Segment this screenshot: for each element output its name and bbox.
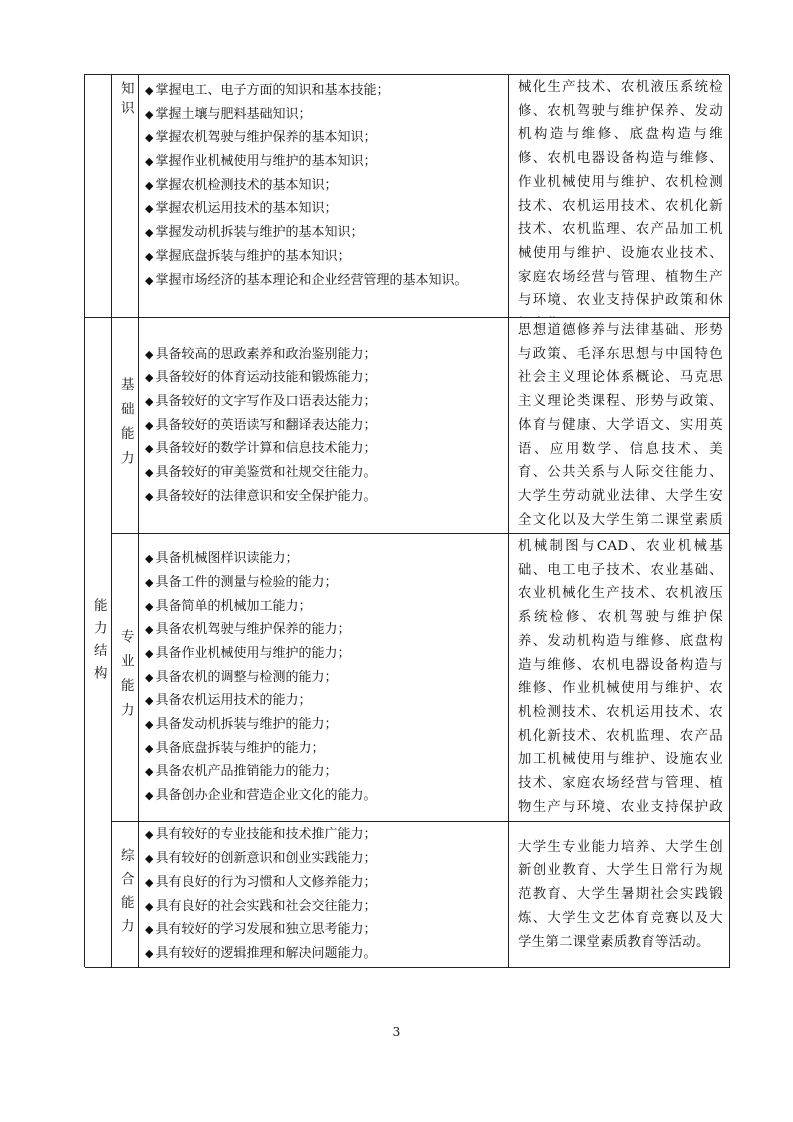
diamond-bullet-icon: ◆ [145, 226, 154, 240]
diamond-bullet-icon: ◆ [145, 178, 154, 192]
row-professional-label-cell [112, 534, 139, 822]
list-item: ◆ 具备较好的法律意识和安全保护能力。 [145, 488, 377, 504]
diamond-bullet-icon: ◆ [145, 875, 154, 889]
list-item: ◆ 具有较好的专业技能和技术推广能力； [145, 827, 377, 843]
row-comprehensive-label-cell [112, 822, 139, 968]
list-item: ◆ 具备农机的调整与检测的能力； [145, 669, 338, 685]
list-item: ◆ 掌握发动机拆装与维护的基本知识； [145, 225, 364, 241]
diamond-bullet-icon: ◆ [145, 552, 154, 566]
row-knowledge-items-cell [139, 75, 509, 318]
professional-courses-text: 机械制图与CAD、农业机械基础、电工电子技术、农业基础、农业机械化生产技术、农机液压系统检修、农机驾驶与维护保养、发动机构造与维修、底盘构造与维修、农机电器设备构造与维修、作业机械使用与维护、农机检测技术、农机运用技术、农机化新技术、农机监理、农产品加工机械使用与维护、设施农业技术、家庭农场经营与管理、植物生产与环境、农业支持保护政 [518, 539, 723, 815]
list-item: ◆ 掌握底盘拆装与维护的基本知识； [145, 248, 351, 264]
list-item: ◆ 具有良好的行为习惯和人文修养能力； [145, 874, 377, 890]
list-item: ◆ 具备农机驾驶与维护保养的能力； [145, 622, 351, 638]
row-comprehensive-items-cell [139, 822, 509, 968]
diamond-bullet-icon: ◆ [145, 852, 154, 866]
diamond-bullet-icon: ◆ [145, 575, 154, 589]
category-cell-continued [85, 75, 112, 318]
category-label: 能力结构 [90, 597, 107, 688]
list-item: ◆ 掌握农机运用技术的基本知识； [145, 201, 338, 217]
diamond-bullet-icon: ◆ [145, 418, 154, 432]
diamond-bullet-icon: ◆ [145, 347, 154, 361]
row-professional-label: 专业能力 [117, 628, 134, 727]
row-basic-items-cell [139, 318, 509, 534]
list-item: ◆ 具备较好的英语读写和翻译表达能力； [145, 417, 377, 433]
list-item: ◆ 具备较好的数学计算和信息技术能力； [145, 441, 377, 457]
diamond-bullet-icon: ◆ [145, 442, 154, 456]
row-professional-items-cell [139, 534, 509, 822]
diamond-bullet-icon: ◆ [145, 646, 154, 660]
diamond-bullet-icon: ◆ [145, 694, 154, 708]
knowledge-courses-text: 械化生产技术、农机液压系统检修、农机驾驶与维护保养、发动机构造与维修、底盘构造与维修、农机电器设备构造与维修、作业机械使用与维护、农机检测技术、农机运用技术、农机化新技术、农机监理、农产品加工机械使用与维护、设施农业技术、家庭农场经营与管理、植物生产与环境、农业支持保护政策和休 [518, 80, 723, 309]
basic-courses-text: 思想道德修养与法律基础、形势与政策、毛泽东思想与中国特色社会主义理论体系概论、马克思主义理论类课程、形势与政策、体育与健康、大学语文、实用英语、应用数学、信息技术、美育、公共关系与人际交往能力、大学生劳动就业法律、大学生安全文化以及大学生第二课堂素质 [518, 323, 723, 528]
diamond-bullet-icon: ◆ [145, 107, 154, 121]
list-item: ◆ 具有良好的社会实践和社会交往能力； [145, 898, 377, 914]
list-item: ◆ 具有较好的学习发展和独立思考能力； [145, 922, 377, 938]
diamond-bullet-icon: ◆ [145, 923, 154, 937]
row-comprehensive-courses-cell [509, 822, 730, 968]
diamond-bullet-icon: ◆ [145, 623, 154, 637]
list-item: ◆ 掌握电工、电子方面的知识和基本技能； [145, 83, 390, 98]
list-item: ◆ 具备农机产品推销能力的能力； [145, 764, 338, 780]
row-basic-label-cell [112, 318, 139, 534]
list-item: ◆ 掌握农机驾驶与维护保养的基本知识； [145, 130, 377, 146]
diamond-bullet-icon: ◆ [145, 466, 154, 480]
list-item: ◆ 具有较好的逻辑推理和解决问题能力。 [145, 945, 377, 961]
list-item: ◆ 掌握农机检测技术的基本知识； [145, 177, 338, 193]
list-item: ◆ 具备较好的体育运动技能和锻炼能力； [145, 370, 377, 386]
diamond-bullet-icon: ◆ [145, 489, 154, 503]
comprehensive-item-list [139, 823, 376, 965]
row-professional-courses-cell [509, 534, 730, 822]
diamond-bullet-icon: ◆ [145, 765, 154, 779]
list-item: ◆ 具备发动机拆装与维护的能力； [145, 717, 338, 733]
list-item: ◆ 具备机械图样识读能力； [145, 551, 299, 567]
diamond-bullet-icon: ◆ [145, 155, 154, 169]
list-item: ◆ 掌握土壤与肥料基础知识； [145, 106, 312, 122]
diamond-bullet-icon: ◆ [145, 718, 154, 732]
list-item: ◆ 具备工件的测量与检验的能力； [145, 574, 338, 590]
list-item: ◆ 具备农机运用技术的能力； [145, 693, 312, 709]
diamond-bullet-icon: ◆ [145, 899, 154, 913]
list-item: ◆ 具备较好的文字写作及口语表达能力； [145, 393, 377, 409]
row-basic-label: 基础能力 [117, 376, 134, 475]
list-item: ◆ 具备较好的审美鉴赏和社规交往能力。 [145, 465, 377, 481]
list-item: ◆ 具有较好的创新意识和创业实践能力； [145, 851, 377, 867]
row-knowledge-courses-cell [509, 75, 730, 318]
diamond-bullet-icon: ◆ [145, 273, 154, 287]
diamond-bullet-icon: ◆ [145, 670, 154, 684]
list-item: ◆ 具备简单的机械加工能力； [145, 598, 312, 614]
category-cell [85, 318, 112, 968]
diamond-bullet-icon: ◆ [145, 84, 154, 97]
row-knowledge-label-cell [112, 75, 139, 318]
diamond-bullet-icon: ◆ [145, 828, 154, 842]
row-comprehensive-label: 综合能力 [117, 847, 134, 942]
list-item: ◆ 掌握市场经济的基本理论和企业经营管理的基本知识。 [145, 272, 468, 288]
row-basic-courses-cell [509, 318, 730, 534]
diamond-bullet-icon: ◆ [145, 371, 154, 385]
ability-structure-table [84, 74, 729, 967]
knowledge-item-list [139, 75, 508, 292]
list-item: ◆ 掌握作业机械使用与维护的基本知识； [145, 154, 377, 170]
list-item: ◆ 具备较高的思政素养和政治鉴别能力； [145, 346, 377, 362]
row-knowledge-label: 知识 [117, 81, 134, 120]
diamond-bullet-icon: ◆ [145, 946, 154, 960]
diamond-bullet-icon: ◆ [145, 789, 154, 803]
list-item: ◆ 具备作业机械使用与维护的能力； [145, 645, 351, 661]
diamond-bullet-icon: ◆ [145, 599, 154, 613]
list-item: ◆ 具备底盘拆装与维护的能力； [145, 740, 325, 756]
professional-item-list [139, 547, 376, 808]
diamond-bullet-icon: ◆ [145, 202, 154, 216]
basic-item-list [139, 343, 376, 509]
comprehensive-courses-text: 大学生专业能力培养、大学生创新创业教育、大学生日常行为规范教育、大学生暑期社会实践锻炼、大学生文艺体育竞赛以及大学生第二课堂素质教育等活动。 [518, 839, 723, 950]
list-item: ◆ 具备创办企业和营造企业文化的能力。 [145, 788, 377, 804]
diamond-bullet-icon: ◆ [145, 131, 154, 145]
diamond-bullet-icon: ◆ [145, 394, 154, 408]
diamond-bullet-icon: ◆ [145, 249, 154, 263]
diamond-bullet-icon: ◆ [145, 741, 154, 755]
page-number: 3 [392, 1025, 401, 1039]
